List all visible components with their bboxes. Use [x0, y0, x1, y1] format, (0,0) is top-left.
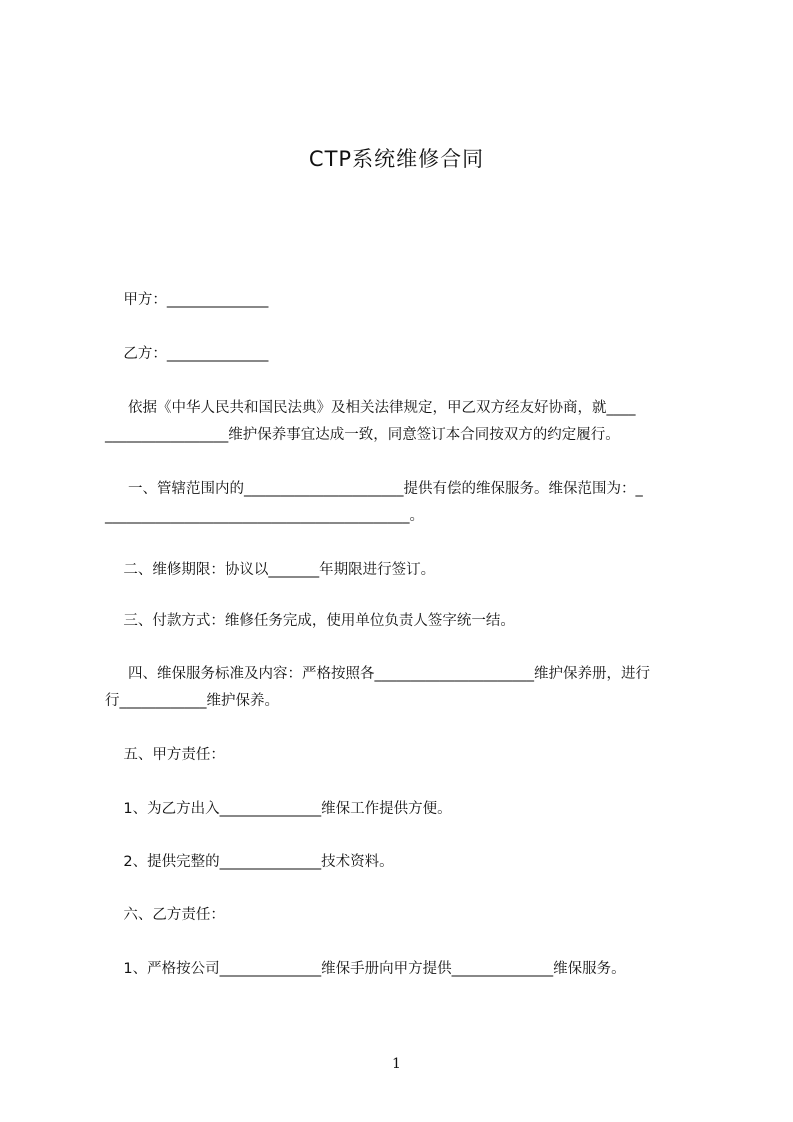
clause-5-item-2: 2、提供完整的______________技术资料。 — [105, 854, 394, 870]
party-a-line: 甲方：______________ — [105, 292, 269, 308]
document-title: CTP系统维修合同 — [308, 147, 485, 171]
preamble-line-1: 依据《中华人民共和国民法典》及相关法律规定，甲乙双方经友好协商，就____ — [105, 400, 636, 416]
clause-5-item-1: 1、为乙方出入______________维保工作提供方便。 — [105, 801, 452, 817]
clause-4-line-2: 行____________维护保养。 — [105, 693, 279, 709]
clause-3: 三、付款方式：维修任务完成，使用单位负责人签字统一结。 — [105, 613, 515, 629]
clause-2: 二、维修期限：协议以_______年期限进行签订。 — [105, 562, 436, 578]
clause-1-line-1: 一、管辖范围内的______________________提供有偿的维保服务。维保范围为：_ — [105, 481, 643, 497]
page-number: 1 — [392, 1056, 401, 1072]
clause-5-heading: 五、甲方责任： — [105, 747, 225, 763]
clause-6-heading: 六、乙方责任： — [105, 907, 225, 923]
party-b-line: 乙方：______________ — [105, 346, 269, 362]
clause-6-item-1: 1、严格按公司______________维保手册向甲方提供______________维保服务。 — [105, 961, 626, 977]
preamble-line-2: _________________维护保养事宜达成一致，同意签订本合同按双方的约定履行。 — [105, 427, 620, 443]
clause-4-line-1: 四、维保服务标准及内容：严格按照各______________________维护保养册，进行 — [105, 666, 651, 682]
clause-1-line-2: __________________________________________。 — [105, 508, 424, 524]
